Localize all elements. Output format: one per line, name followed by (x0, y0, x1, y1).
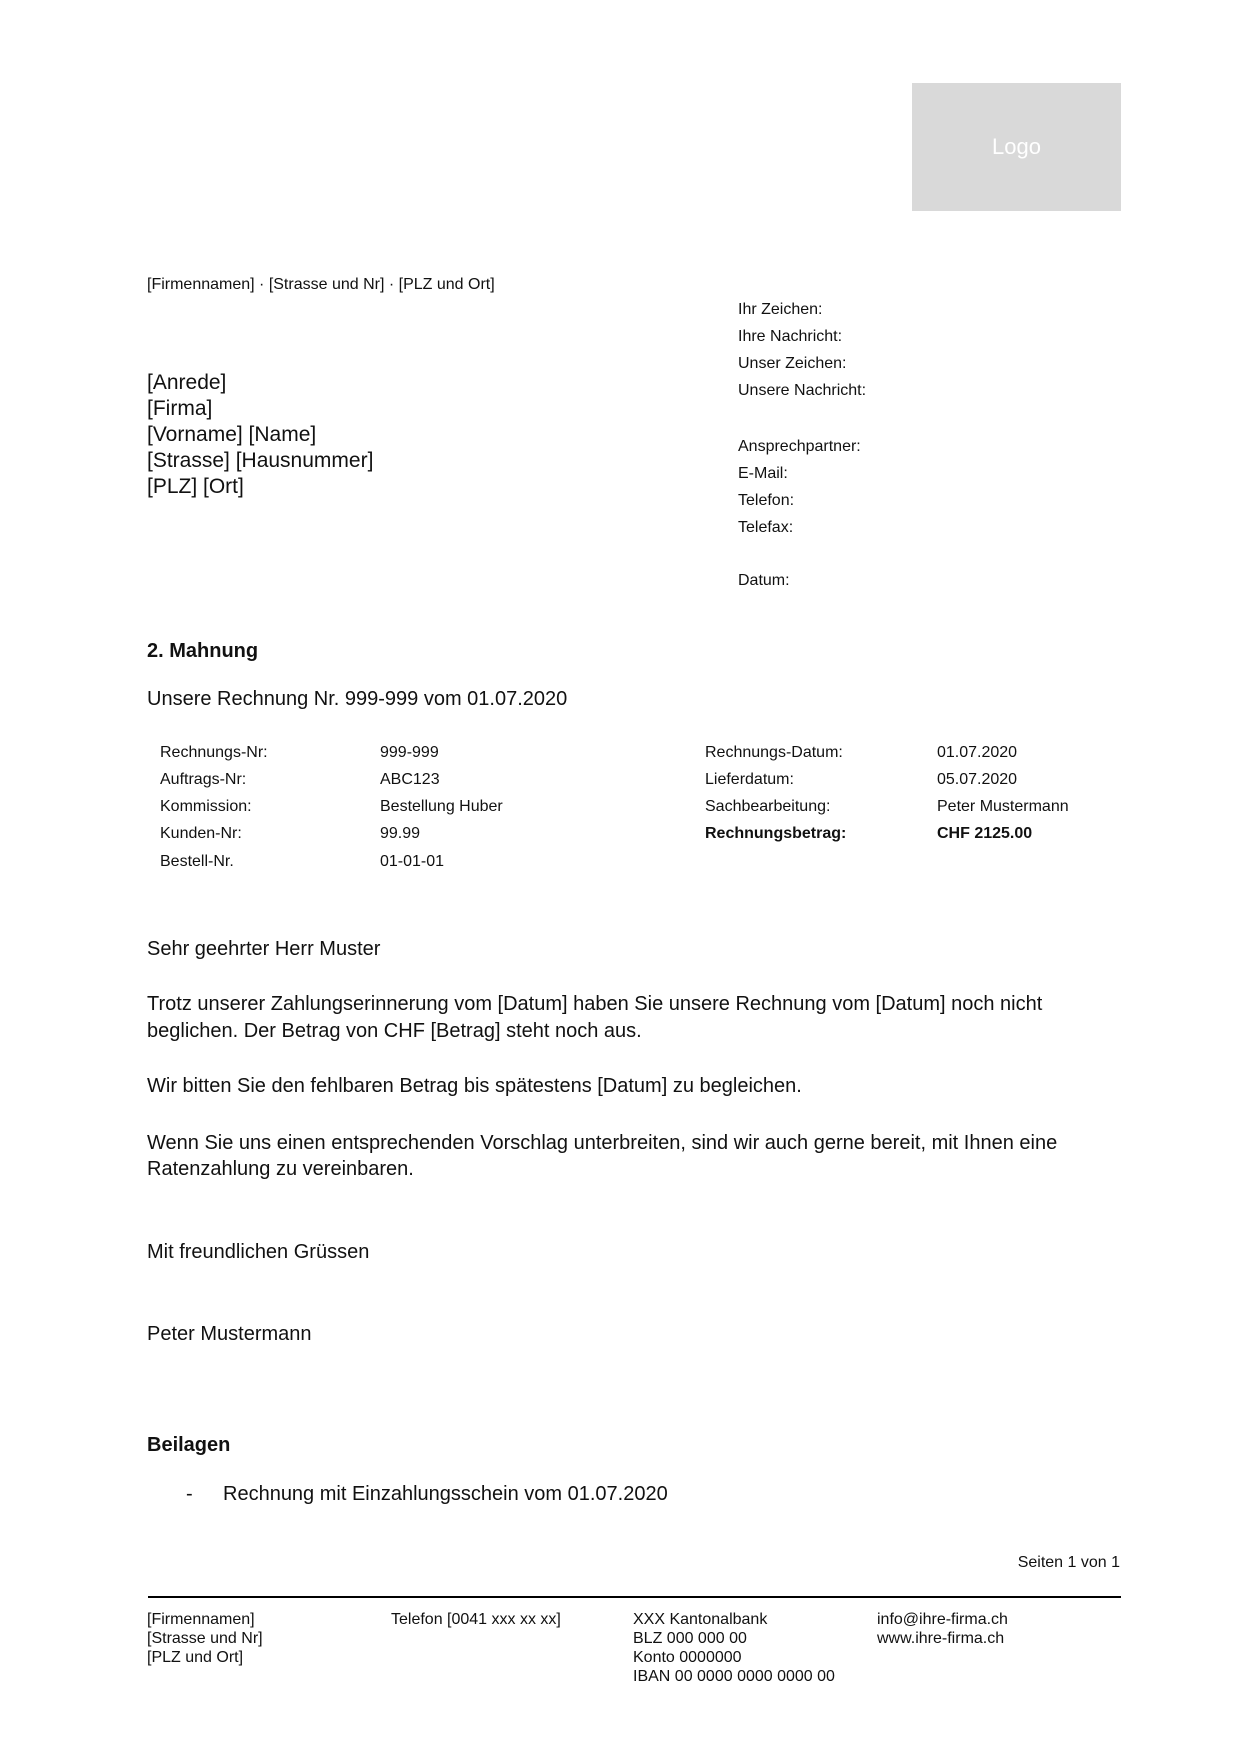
ref-ihre-nachricht: Ihre Nachricht: (738, 328, 843, 345)
list-bullet: - (186, 1483, 193, 1505)
invoice-amount-value: CHF 2125.00 (937, 825, 1033, 842)
sender-line: [Firmennamen] · [Strasse und Nr] · [PLZ und Ort] (147, 276, 495, 293)
logo-text: Logo (992, 134, 1041, 159)
detail-label: Lieferdatum: (705, 771, 794, 788)
ref-unser-zeichen: Unser Zeichen: (738, 355, 847, 372)
footer-divider (148, 1596, 1121, 1598)
paragraph-line: Wenn Sie uns einen entsprechenden Vorschlag unterbreiten, sind wir auch gerne bereit, mit Ihnen eine (147, 1132, 1058, 1154)
logo-placeholder (912, 83, 1121, 211)
contact-person: Ansprechpartner: (738, 438, 861, 455)
detail-label: Kommission: (160, 798, 252, 815)
detail-value: 01.07.2020 (937, 744, 1018, 761)
footer-website: www.ihre-firma.ch (877, 1630, 1005, 1647)
footer-iban: IBAN 00 0000 0000 0000 00 (633, 1668, 835, 1685)
detail-value: 01-01-01 (380, 853, 445, 870)
detail-value: 999-999 (380, 744, 439, 761)
recipient-city: [PLZ] [Ort] (147, 475, 244, 498)
footer-company: [Firmennamen] (147, 1611, 255, 1628)
enclosures-title: Beilagen (147, 1434, 231, 1456)
salutation: Sehr geehrter Herr Muster (147, 938, 381, 960)
footer-phone: Telefon [0041 xxx xx xx] (391, 1611, 561, 1628)
paragraph-line: beglichen. Der Betrag von CHF [Betrag] steht noch aus. (147, 1020, 642, 1042)
page-info: Seiten 1 von 1 (1017, 1554, 1120, 1571)
footer-blz: BLZ 000 000 00 (633, 1630, 747, 1647)
paragraph-line: Wir bitten Sie den fehlbaren Betrag bis spätestens [Datum] zu begleichen. (147, 1075, 802, 1097)
contact-fax: Telefax: (738, 519, 794, 536)
detail-label: Bestell-Nr. (160, 853, 234, 870)
enclosure-item: Rechnung mit Einzahlungsschein vom 01.07.2020 (223, 1483, 668, 1505)
footer-city: [PLZ und Ort] (147, 1649, 244, 1666)
recipient-name: [Vorname] [Name] (147, 423, 317, 446)
ref-unsere-nachricht: Unsere Nachricht: (738, 382, 867, 399)
signature-name: Peter Mustermann (147, 1323, 312, 1345)
detail-value: ABC123 (380, 771, 440, 788)
recipient-street: [Strasse] [Hausnummer] (147, 449, 374, 472)
footer-account: Konto 0000000 (633, 1649, 742, 1666)
detail-value: 05.07.2020 (937, 771, 1018, 788)
contact-phone: Telefon: (738, 492, 795, 509)
footer-street: [Strasse und Nr] (147, 1630, 263, 1647)
invoice-amount-label: Rechnungsbetrag: (705, 825, 847, 842)
recipient-company: [Firma] (147, 397, 213, 420)
paragraph-line: Ratenzahlung zu vereinbaren. (147, 1158, 414, 1180)
recipient-salutation: [Anrede] (147, 371, 227, 394)
detail-label: Rechnungs-Nr: (160, 744, 268, 761)
detail-value: Bestellung Huber (380, 798, 503, 815)
detail-label: Auftrags-Nr: (160, 771, 247, 788)
ref-ihr-zeichen: Ihr Zeichen: (738, 301, 823, 318)
detail-label: Sachbearbeitung: (705, 798, 831, 815)
detail-label: Rechnungs-Datum: (705, 744, 843, 761)
date-label: Datum: (738, 572, 790, 589)
footer-email: info@ihre-firma.ch (877, 1611, 1008, 1628)
subject: Unsere Rechnung Nr. 999-999 vom 01.07.2020 (147, 688, 568, 710)
contact-email: E-Mail: (738, 465, 788, 482)
footer-bank: XXX Kantonalbank (633, 1611, 768, 1628)
detail-label: Kunden-Nr: (160, 825, 242, 842)
closing: Mit freundlichen Grüssen (147, 1241, 370, 1263)
document-title: 2. Mahnung (147, 640, 259, 662)
detail-value: Peter Mustermann (937, 798, 1069, 815)
detail-value: 99.99 (380, 825, 421, 842)
paragraph-line: Trotz unserer Zahlungserinnerung vom [Datum] haben Sie unsere Rechnung vom [Datum] noch nicht (147, 993, 1043, 1015)
